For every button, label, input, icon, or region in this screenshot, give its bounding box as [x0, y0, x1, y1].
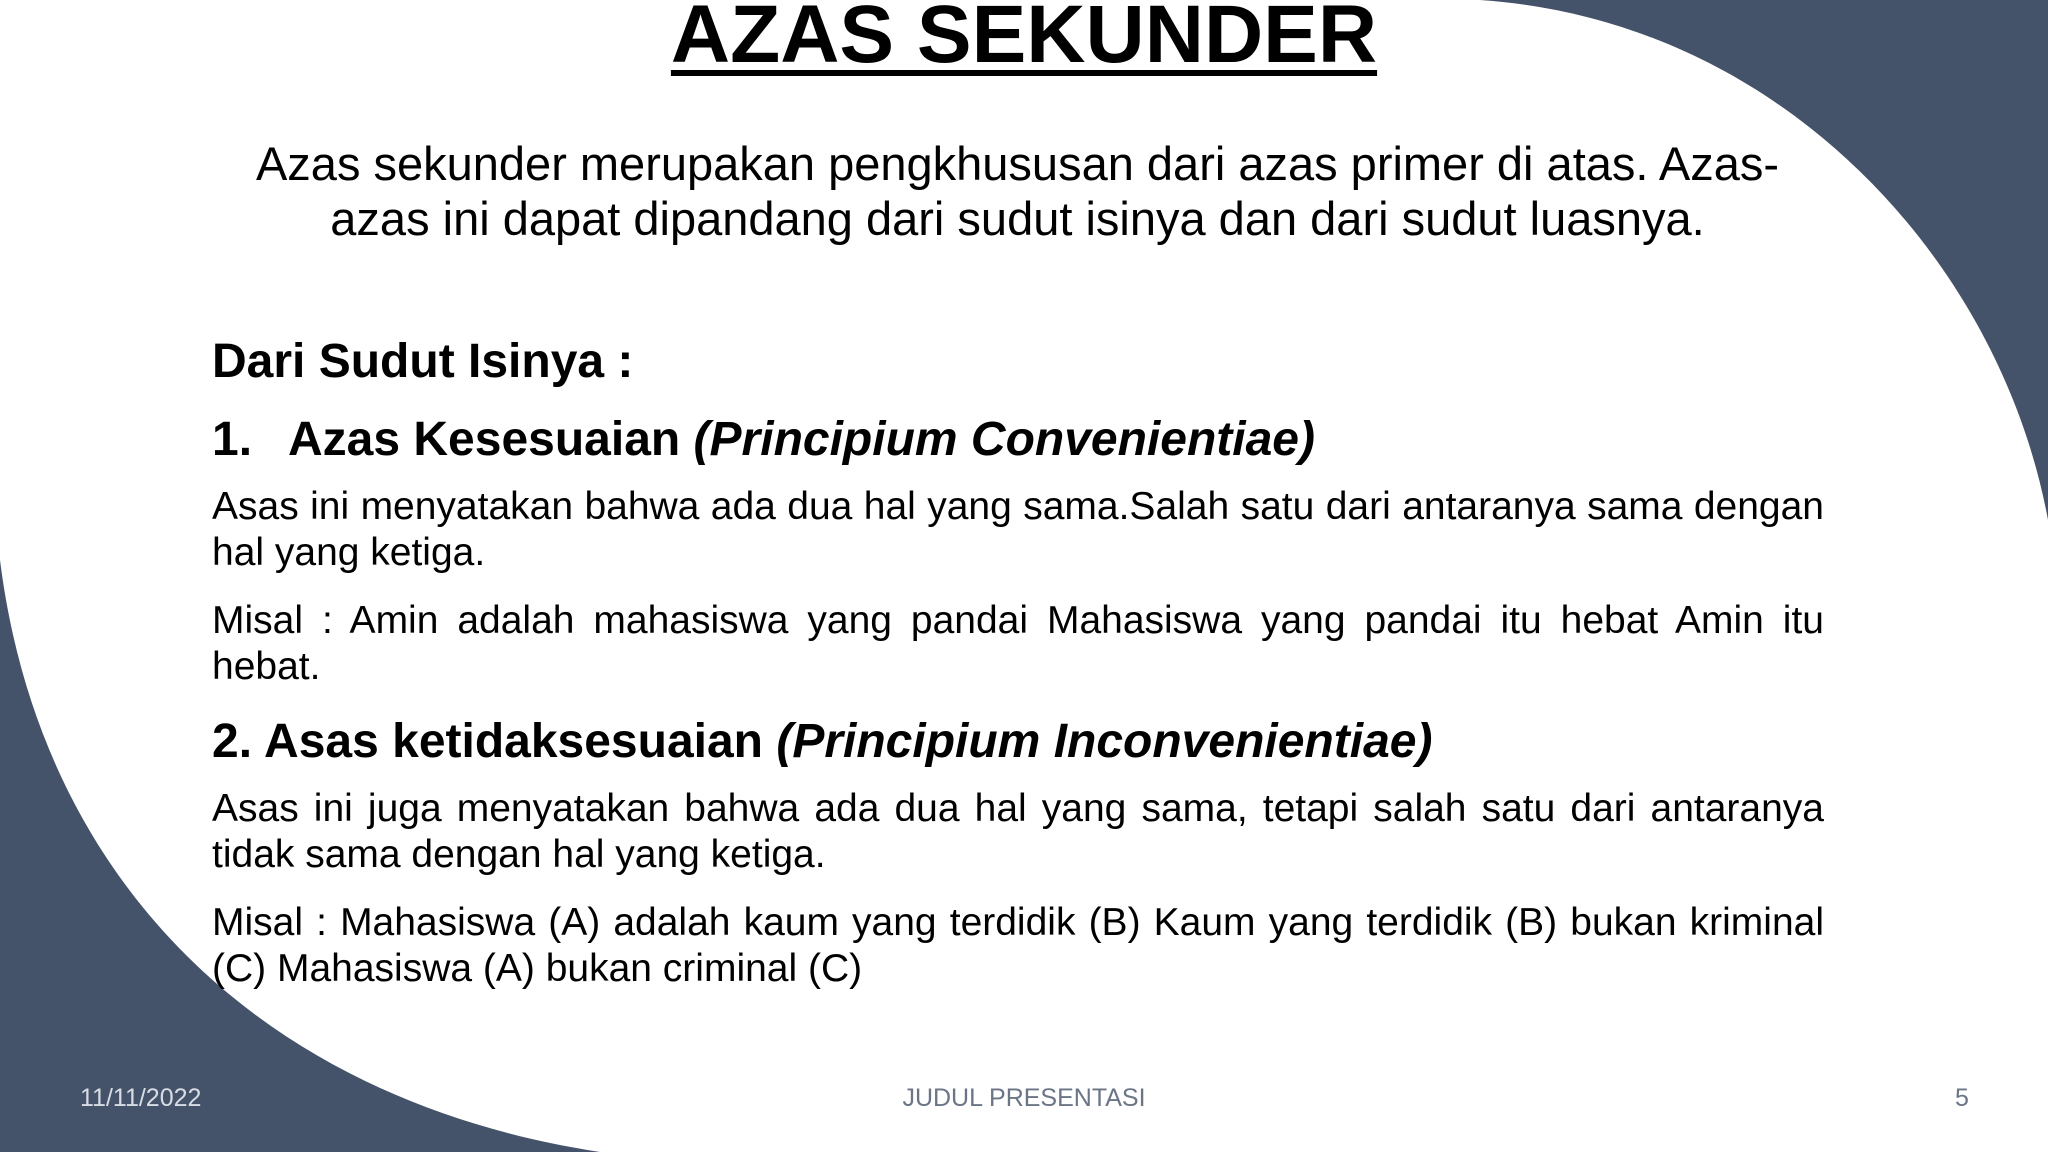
slide-title: AZAS SEKUNDER	[670, 0, 1378, 80]
item-2-number: 2.	[212, 715, 253, 768]
footer-date: 11/11/2022	[80, 1084, 202, 1112]
item-1-title: Azas Kesesuaian	[288, 413, 694, 466]
slide-content	[212, 332, 1824, 1014]
item-1-heading	[212, 410, 1824, 470]
item-2-example: Misal : Mahasiswa (A) adalah kaum yang terdidik (B) Kaum yang terdidik (B) bukan kriminal (C) Mahasiswa (A) bukan criminal (C)	[212, 901, 1824, 990]
item-1-example: Misal : Amin adalah mahasiswa yang pandai Mahasiswa yang pandai itu hebat Amin itu hebat.	[212, 599, 1824, 688]
footer-presentation-title: JUDUL PRESENTASI	[902, 1084, 1146, 1112]
item-2-title: Asas ketidaksesuaian	[264, 715, 777, 768]
item-2-latin: (Principium Inconvenientiae)	[776, 715, 1433, 768]
item-1-description: Asas ini menyatakan bahwa ada dua hal yang sama.Salah satu dari antaranya sama dengan hal yang ketiga.	[212, 485, 1824, 574]
footer-page-number: 5	[1955, 1084, 1969, 1112]
intro-paragraph: Azas sekunder merupakan pengkhususan dari azas primer di atas. Azas-azas ini dapat dipandang dari sudut isinya dan dari sudut luasnya.	[255, 137, 1780, 245]
item-1-number: 1.	[212, 413, 253, 466]
item-2-description: Asas ini juga menyatakan bahwa ada dua hal yang sama, tetapi salah satu dari antaranya tidak sama dengan hal yang ketiga.	[212, 787, 1824, 876]
section-heading: Dari Sudut Isinya :	[212, 335, 634, 388]
item-1-latin: (Principium Convenientiae)	[693, 413, 1315, 466]
item-2-heading	[212, 712, 1824, 772]
